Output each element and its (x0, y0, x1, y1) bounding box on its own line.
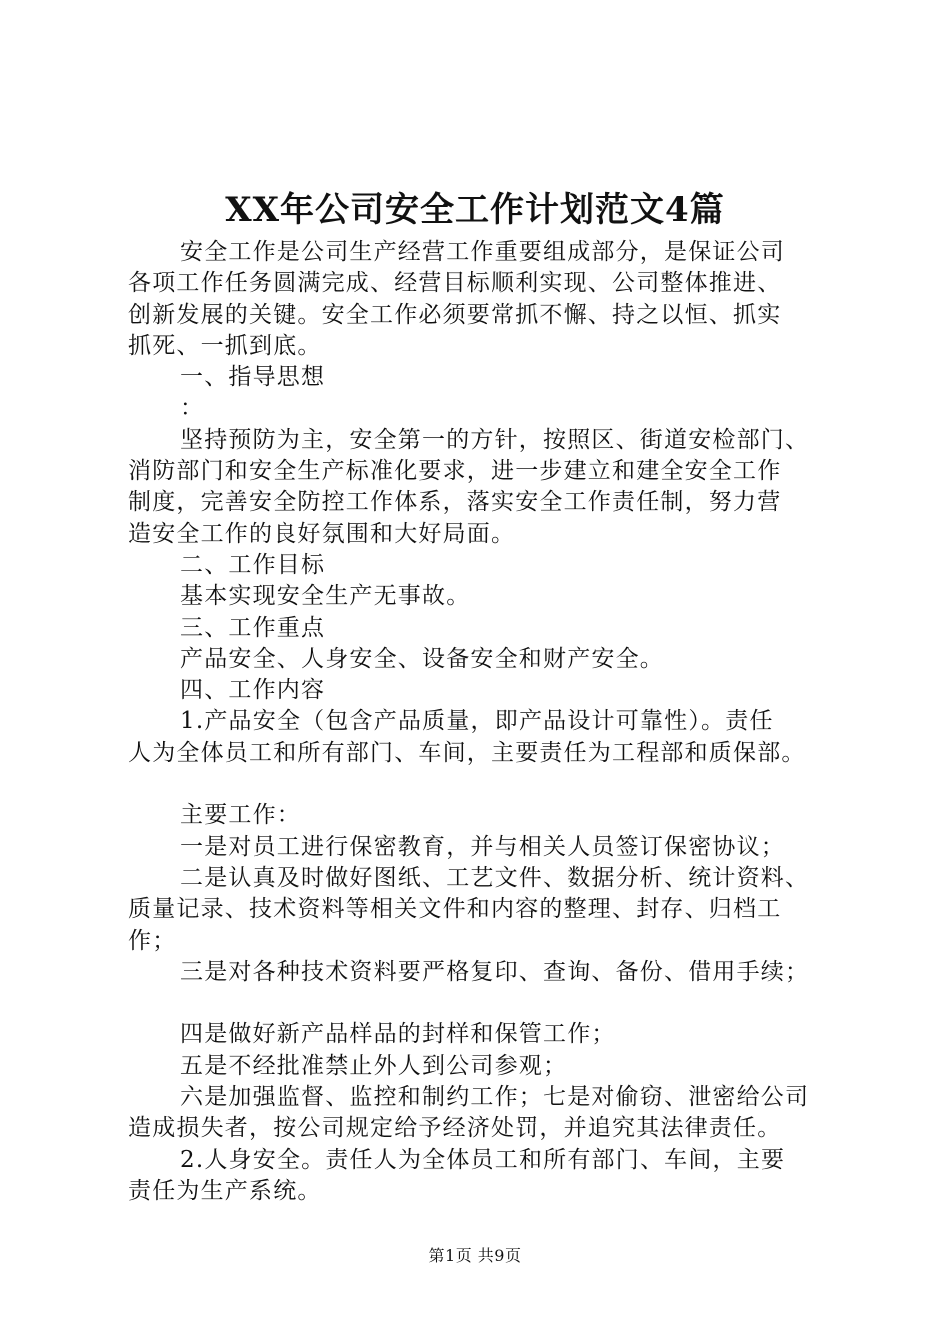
page-footer: 第1页 共9页 (428, 1246, 522, 1265)
paragraph-line: 主要工作： (180, 802, 301, 829)
paragraph-line: 作； (128, 927, 177, 954)
paragraph-line: 安全工作是公司生产经营工作重要组成部分，是保证公司 (180, 239, 785, 265)
paragraph-line: 抓死、一抓到底。 (128, 332, 322, 359)
blank-line (128, 988, 838, 1019)
paragraph-line: 三是对各种技术资料要严格复印、查询、备份、借用手续； (180, 958, 810, 985)
paragraph-line: 质量记录、技术资料等相关文件和内容的整理、封存、归档工 (128, 896, 782, 923)
blank-line (128, 769, 838, 800)
paragraph-line: 坚持预防为主，安全第一的方针，按照区、街道安检部门、 (180, 426, 810, 453)
paragraph-line: 1.产品安全（包含产品质量，即产品设计可靠性）。责任 (180, 708, 774, 735)
paragraph-line: 基本实现安全生产无事故。 (180, 583, 471, 610)
section-heading: 四、工作内容 (180, 677, 326, 704)
section-heading: 二、工作目标 (180, 551, 326, 578)
paragraph-line: 各项工作任务圆满完成、经营目标顺利实现、公司整体推进、 (128, 270, 782, 297)
paragraph-line: 人为全体员工和所有部门、车间，主要责任为工程部和质保部。 (128, 739, 806, 766)
paragraph-line: 责任为生产系统。 (128, 1177, 322, 1204)
paragraph-line: 制度，完善安全防控工作体系，落实安全工作责任制，努力营 (128, 489, 782, 516)
paragraph-line: 二是认真及时做好图纸、工艺文件、数据分析、统计资料、 (180, 864, 810, 891)
paragraph-line: 创新发展的关键。安全工作必须要常抓不懈、持之以恒、抓实 (128, 301, 782, 328)
paragraph-line: 一是对员工进行保密教育，并与相关人员签订保密协议； (180, 833, 785, 860)
paragraph-line: 六是加强监督、监控和制约工作；七是对偷窃、泄密给公司 (180, 1084, 810, 1111)
paragraph-line: 产品安全、人身安全、设备安全和财产安全。 (180, 645, 664, 672)
paragraph-line: 五是不经批准禁止外人到公司参观； (180, 1052, 568, 1079)
paragraph-line: 造安全工作的良好氛围和大好局面。 (128, 520, 516, 547)
paragraph-line: ： (180, 395, 205, 422)
paragraph-line: 消防部门和安全生产标准化要求，进一步建立和建全安全工作 (128, 458, 782, 485)
paragraph-line: 造成损失者，按公司规定给予经济处罚，并追究其法律责任。 (128, 1115, 782, 1142)
section-heading: 三、工作重点 (180, 614, 326, 641)
document-title: XX年公司安全工作计划范文4篇 (225, 190, 725, 230)
paragraph-line: 四是做好新产品样品的封样和保管工作； (180, 1021, 616, 1048)
document-body (128, 237, 838, 1207)
paragraph-line: 2.人身安全。责任人为全体员工和所有部门、车间，主要 (180, 1146, 786, 1173)
section-heading: 一、指导思想 (180, 364, 326, 391)
